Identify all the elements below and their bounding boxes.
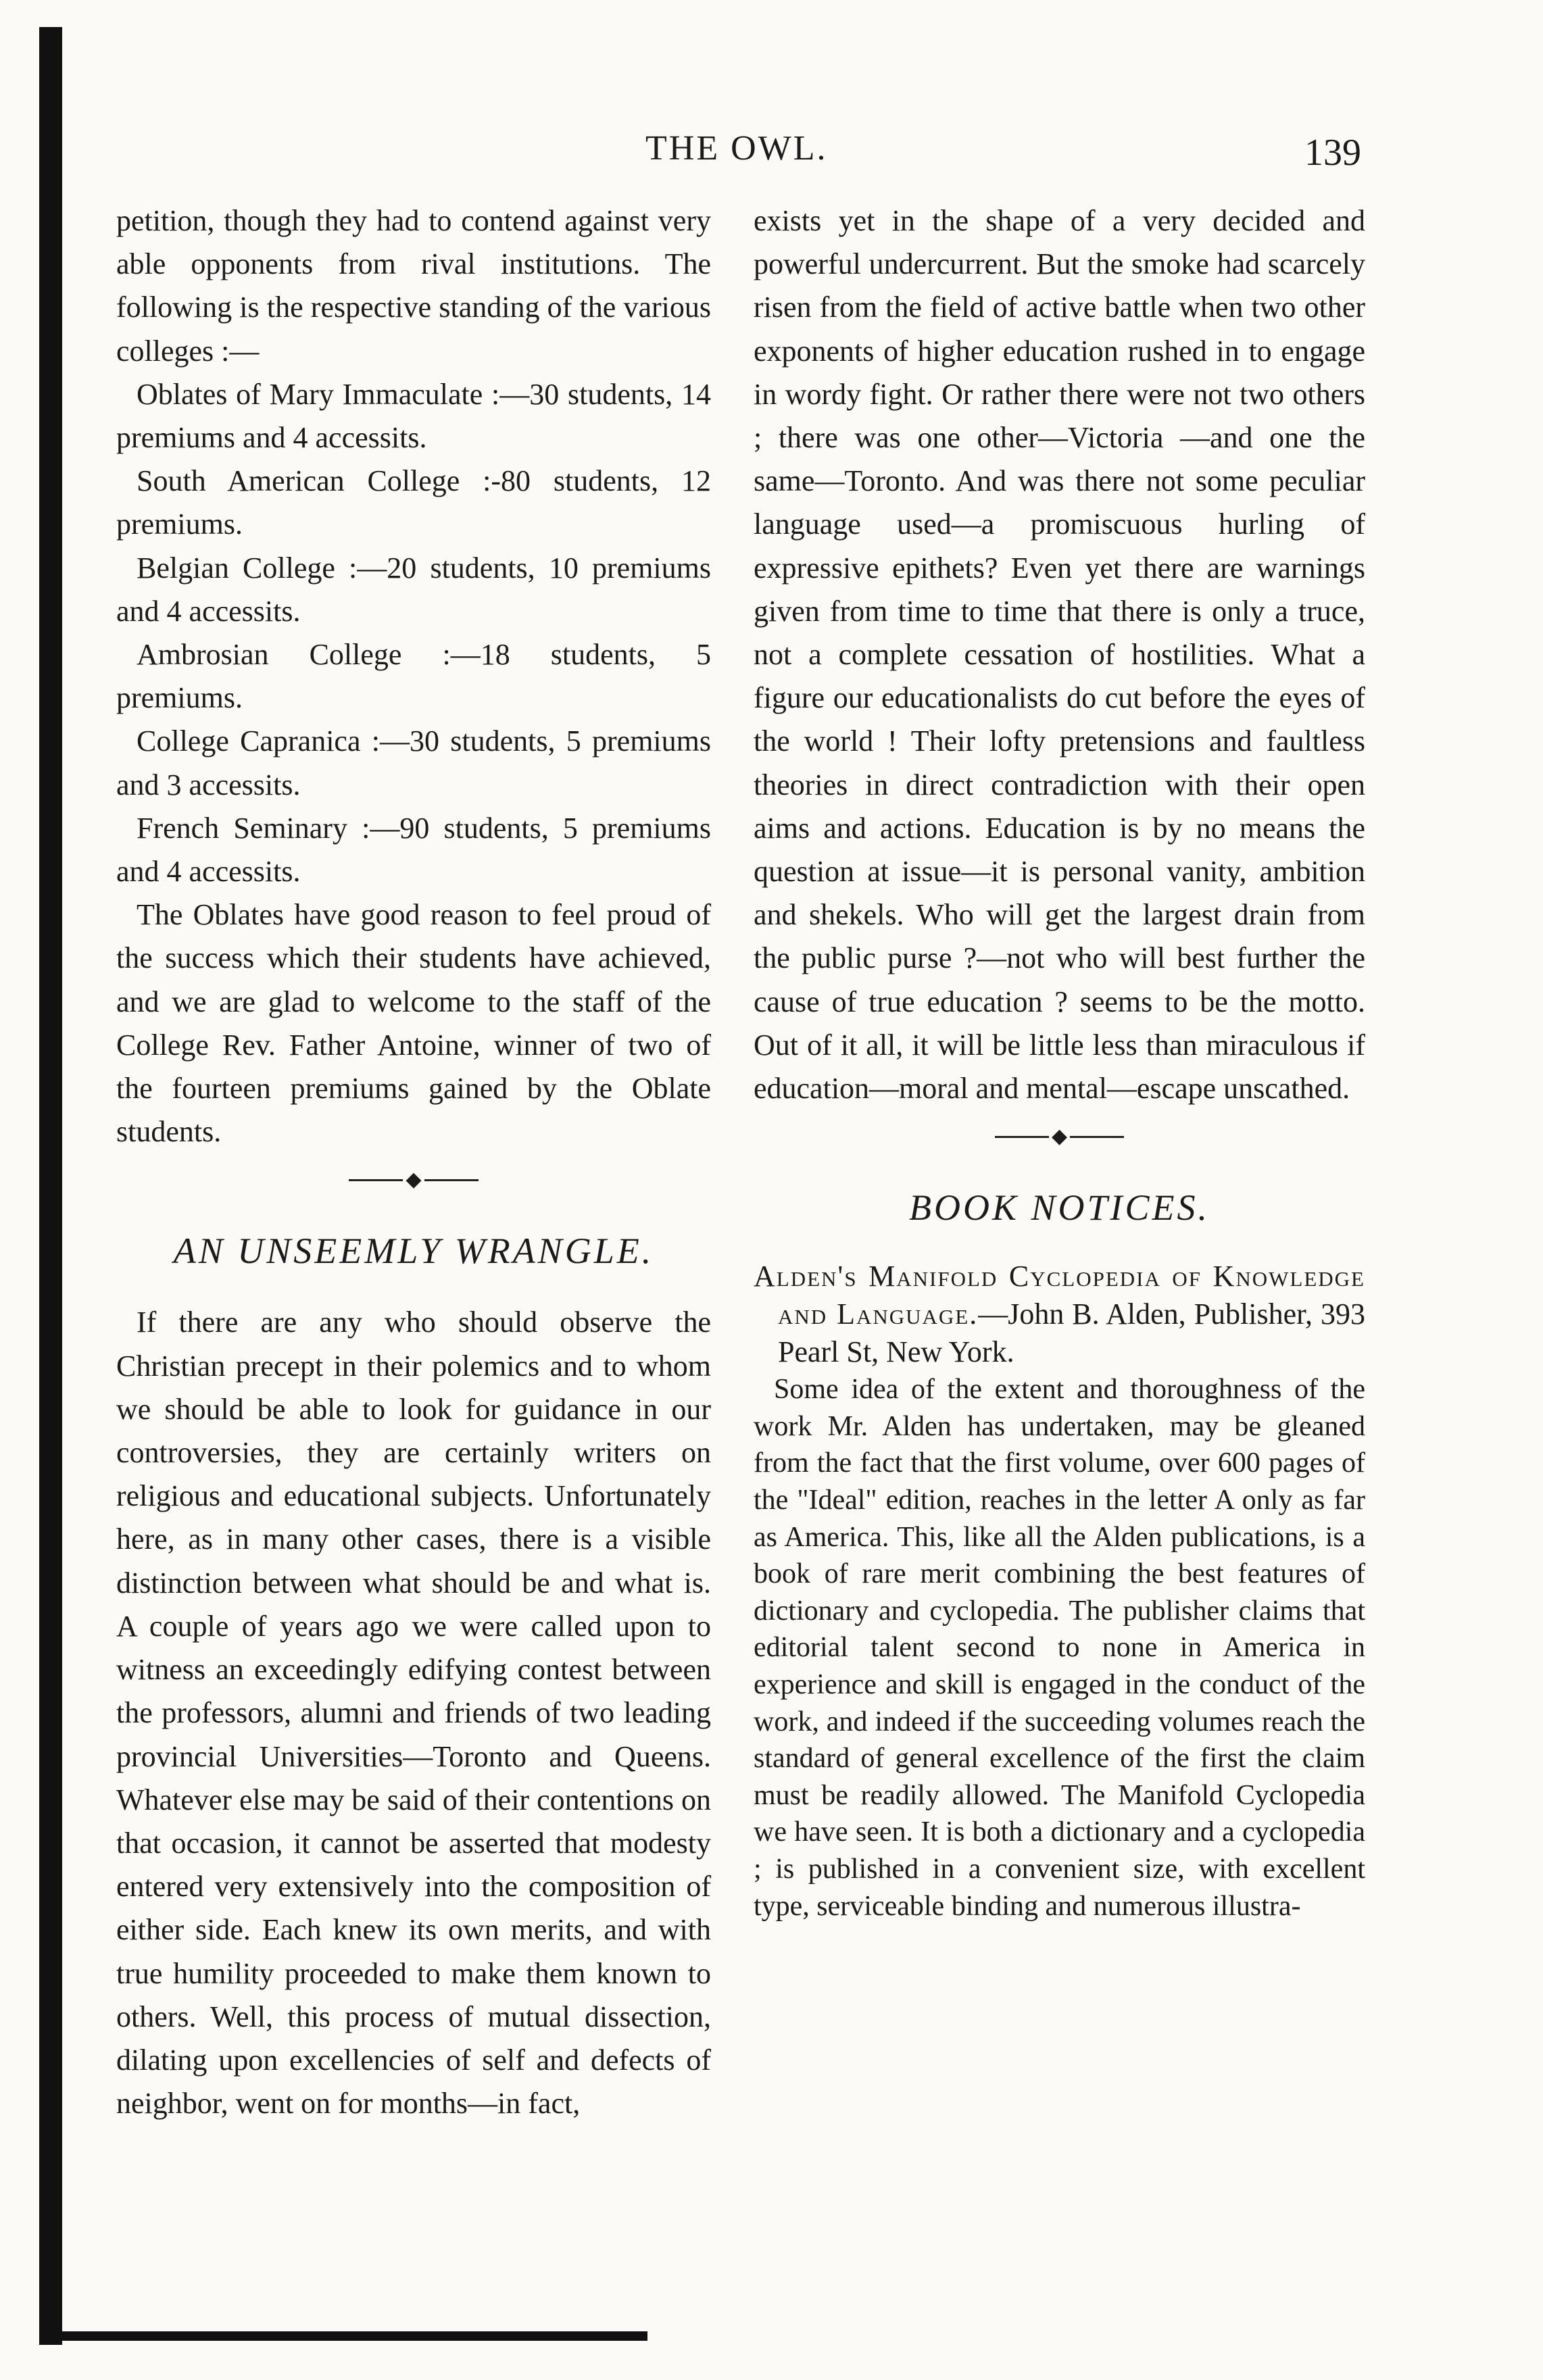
standing-south-american: South American College :-80 students, 12 premiums. bbox=[116, 464, 711, 541]
closing-paragraph: The Oblates have good reason to feel proud of the success which their students have achieved, and we are glad to welcome to the staff of the College Rev. Father Antoine, winner of two of the fourteen premiums gained by the Oblate students. bbox=[116, 898, 711, 1149]
section-title-book-notices: BOOK NOTICES. bbox=[908, 1187, 1210, 1229]
standing-capranica: College Capranica :—30 students, 5 premiums and 3 accessits. bbox=[116, 724, 711, 801]
left-column bbox=[116, 199, 711, 2125]
continuation-paragraph: exists yet in the shape of a very decided and powerful undercurrent. But the smoke had scarcely risen from the field of active battle when two other exponents of higher education rushed in to engage in wordy fight. Or rather there were not two others ; there was one other—Victoria —and one the same—Toronto. And was there not some peculiar language used—a promiscuous hurling of expressive epithets? Even yet there are warnings given from time to time that there is only a truce, not a complete cessation of hostilities. What a figure our educationalists do cut before the eyes of the world ! Their lofty pretensions and faultless theories in direct contradiction with their open aims and actions. Education is by no means the question at issue—it is personal vanity, ambition and shekels. Who will get the largest drain from the public purse ?—not who will best further the cause of true education ? seems to be the motto. Out of it all, it will be little less than miraculous if education—moral and mental—escape unscathed. bbox=[754, 204, 1365, 1106]
standing-french-seminary: French Seminary :—90 students, 5 premiums and 4 accessits. bbox=[116, 811, 711, 889]
standing-belgian: Belgian College :—20 students, 10 premiums and 4 accessits. bbox=[116, 551, 711, 628]
book-title: Alden's Manifold Cyclopedia of Knowledge and Language. bbox=[754, 1260, 1365, 1331]
page-header bbox=[0, 128, 1543, 182]
book-entry bbox=[754, 1258, 1365, 1371]
section-separator-right: ◆ bbox=[754, 1110, 1365, 1158]
standing-oblates: Oblates of Mary Immaculate :—30 students, 14 premiums and 4 accessits. bbox=[116, 377, 711, 455]
right-column bbox=[754, 199, 1365, 1925]
running-title: THE OWL. bbox=[645, 129, 828, 168]
book-review-paragraph: Some idea of the extent and thoroughness of the work Mr. Alden has undertaken, may be gleaned from the fact that the first volume, over 600 pages of the "Ideal" edition, reaches in the letter A only as far as America. This, like all the Alden publications, is a book of rare merit combining the best features of dictionary and cyclopedia. The publisher claims that editorial talent second to none in America in experience and skill is engaged in the conduct of the work, and indeed if the succeeding volumes reach the standard of general excellence of the first the claim must be readily allowed. The Manifold Cyclopedia we have seen. It is both a dictionary and a cyclopedia ; is published in a convenient size, with excellent type, serviceable binding and numerous illustra- bbox=[754, 1374, 1365, 1922]
page-bottom-edge bbox=[39, 2331, 647, 2341]
standing-ambrosian: Ambrosian College :—18 students, 5 premiums. bbox=[116, 638, 711, 715]
section-title-wrangle: AN UNSEEMLY WRANGLE. bbox=[173, 1231, 654, 1272]
page-number: 139 bbox=[1304, 132, 1361, 174]
section-separator: ◆ bbox=[116, 1154, 711, 1201]
page-binding-edge bbox=[39, 27, 62, 2345]
intro-paragraph: petition, though they had to contend against very able opponents from rival institutions. The following is the respective standing of the various colleges :— bbox=[116, 204, 711, 368]
wrangle-paragraph: If there are any who should observe the Christian precept in their polemics and to whom we should be able to look for guidance in our controversies, they are certainly writers on religious and educational subjects. Unfortunately here, as in many other cases, there is a visible distinction between what should be and what is. A couple of years ago we were called upon to witness an exceedingly edifying contest between the professors, alumni and friends of two leading provincial Universities—Toronto and Queens. Whatever else may be said of their contentions on that occasion, it cannot be asserted that modesty entered very extensively into the composition of either side. Each knew its own merits, and with true humility proceeded to make them known to others. Well, this process of mutual dissection, dilating upon excellencies of self and defects of neighbor, went on for months—in fact, bbox=[116, 1306, 711, 2121]
book-publisher: —John B. Alden, Publisher, 393 Pearl St, New York. bbox=[778, 1297, 1365, 1369]
